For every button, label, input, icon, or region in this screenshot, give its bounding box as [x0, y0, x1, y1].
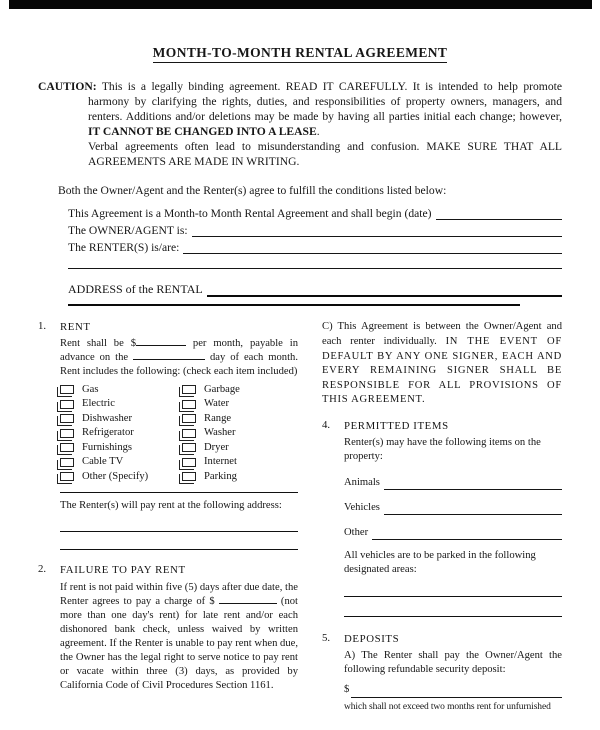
designated-area-line-2[interactable] [344, 597, 562, 617]
checklist-item [182, 412, 298, 426]
clause-c-paragraph [322, 320, 562, 408]
checklist-item [182, 441, 298, 455]
section-deposits [322, 632, 562, 713]
checklist-item [60, 426, 182, 440]
checklist-item [60, 441, 182, 455]
parking-note: All vehicles are to be parked in the following designated areas: [344, 549, 536, 575]
checkbox-gas[interactable] [60, 385, 74, 394]
renter-row [68, 241, 562, 254]
section-deposits-number: 5. [322, 631, 331, 644]
rental-address-row [68, 282, 562, 297]
two-column-body [38, 320, 562, 713]
due-day-blank[interactable] [133, 351, 205, 360]
document-content [38, 44, 562, 713]
checkbox-label: Cable TV [82, 456, 124, 468]
section-rent-heading: RENT [60, 321, 91, 334]
checkbox-range[interactable] [182, 414, 196, 423]
pay-address-line-1[interactable] [60, 514, 298, 532]
vehicles-label: Vehicles [344, 501, 380, 513]
checkbox-label: Dishwasher [82, 412, 133, 424]
animals-blank[interactable] [384, 479, 562, 490]
rent-text-1: Rent shall be $ [60, 337, 136, 349]
rent-includes-checklist [60, 383, 298, 484]
deposits-limit-note: which shall not exceed two months rent for unfurnished [344, 701, 551, 712]
deposits-paragraph-a: A) The Renter shall pay the Owner/Agent the following refundable security deposit: [344, 650, 562, 676]
checkbox-parking[interactable] [182, 472, 196, 481]
rent-amount-blank[interactable] [136, 337, 186, 346]
rental-address-label: ADDRESS of the RENTAL [68, 282, 203, 297]
section-rent-number: 1. [38, 320, 47, 333]
section-permitted-number: 4. [322, 419, 331, 432]
checkbox-dishwasher[interactable] [60, 414, 74, 423]
failure-text-2: (not more than one day's rent) for late rent and/or each dishonored bank check, unless waived by written agreement. If the Renter is unable to pay rent when due, the Owner has the legal right to serve notice to pay rent or vacate within three (3) days, as provided by California Code of Civil Procedures Section 1161. [60, 595, 298, 692]
begin-date-blank[interactable] [436, 207, 562, 220]
deposit-amount-blank[interactable] [351, 688, 562, 698]
checkbox-furnishings[interactable] [60, 443, 74, 452]
divider-line [60, 492, 298, 493]
checkbox-water[interactable] [182, 400, 196, 409]
renter-continuation-line[interactable] [68, 254, 562, 269]
checkbox-other-specify[interactable] [60, 472, 74, 481]
checklist-item [182, 455, 298, 469]
checkbox-dryer[interactable] [182, 443, 196, 452]
renter-label: The RENTER(S) is/are: [68, 241, 180, 255]
title-row [38, 44, 562, 63]
checklist-item [60, 397, 182, 411]
deposit-currency-prefix: $ [344, 684, 350, 696]
checkbox-electric[interactable] [60, 400, 74, 409]
permitted-intro: Renter(s) may have the following items on the property: [344, 437, 541, 463]
other-blank[interactable] [372, 529, 562, 540]
checkbox-label: Parking [204, 470, 237, 482]
checkbox-label: Furnishings [82, 441, 133, 453]
section-failure-heading: FAILURE TO PAY RENT [60, 563, 186, 576]
right-column [322, 320, 562, 713]
document-title: MONTH-TO-MONTH RENTAL AGREEMENT [153, 45, 448, 63]
checkbox-refrigerator[interactable] [60, 429, 74, 438]
caution-period: . [316, 125, 320, 139]
checkbox-label: Garbage [204, 383, 240, 395]
agreement-fill-section [68, 207, 562, 306]
scan-edge-bar [9, 0, 592, 9]
section-failure-number: 2. [38, 562, 47, 575]
checkbox-label: Other (Specify) [82, 470, 149, 482]
caution-emphasis: IT CANNOT BE CHANGED INTO A LEASE [88, 125, 317, 139]
owner-agent-label: The OWNER/AGENT is: [68, 224, 188, 238]
vehicles-row [344, 501, 562, 515]
renter-blank[interactable] [183, 241, 562, 254]
section-permitted-heading: PERMITTED ITEMS [344, 420, 449, 433]
late-charge-blank[interactable] [219, 595, 277, 604]
section-failure-to-pay [38, 563, 298, 694]
checkbox-label: Internet [204, 456, 237, 468]
checkbox-cable-tv[interactable] [60, 458, 74, 467]
left-column [38, 320, 298, 713]
other-vehicles-blank[interactable] [384, 504, 562, 515]
owner-agent-blank[interactable] [192, 224, 562, 237]
checklist-item [60, 412, 182, 426]
checkbox-label: Gas [82, 383, 99, 395]
checklist-item [182, 470, 298, 484]
checkbox-label: Refrigerator [82, 427, 134, 439]
caution-paragraph-1 [38, 79, 562, 139]
checkbox-label: Electric [82, 398, 115, 410]
owner-agent-row [68, 224, 562, 237]
caution-text: This is a legally binding agreement. READ IT CAREFULLY. It is intended to help promote harmony by clarifying the rights, duties, and responsibilities of property owners, managers, and renters. Additions and/or deletions may be made by having all parties initial each change; however, [88, 80, 562, 124]
checkbox-garbage[interactable] [182, 385, 196, 394]
checklist-item [182, 397, 298, 411]
designated-area-line-1[interactable] [344, 577, 562, 597]
section-rent [38, 320, 298, 549]
checkbox-internet[interactable] [182, 458, 196, 467]
animals-label: Animals [344, 476, 380, 488]
checklist-item [60, 470, 182, 484]
begin-date-row [68, 207, 562, 220]
failure-text-1: If rent is not paid within five (5) days after due date, the Renter agrees to pay a charge of $ [60, 581, 298, 607]
checklist-item [60, 455, 182, 469]
pay-address-label: The Renter(s) will pay rent at the following address: [60, 500, 282, 512]
section-deposits-heading: DEPOSITS [344, 632, 400, 645]
rent-text-3: day of each month. Rent includes the following: (check each item included) [60, 351, 298, 377]
checkbox-label: Washer [204, 427, 236, 439]
other-label: Other [344, 526, 369, 538]
other-row [344, 526, 562, 540]
checkbox-label: Water [204, 398, 230, 410]
checklist-item [182, 383, 298, 397]
checklist-item [60, 383, 182, 397]
failure-paragraph [60, 581, 298, 694]
caution-label: CAUTION: [38, 80, 97, 93]
checkbox-label: Range [204, 412, 232, 424]
clause-c-text: C) This Agreement is between the Owner/Agent and each renter individually. [322, 321, 562, 347]
rent-paragraph [60, 337, 298, 379]
rental-address-blank[interactable] [207, 284, 562, 297]
intro-line: Both the Owner/Agent and the Renter(s) agree to fulfill the conditions listed below: [58, 184, 447, 198]
deposit-amount-row [344, 683, 562, 697]
section-permitted-items [322, 419, 562, 617]
pay-address-line-2[interactable] [60, 532, 298, 550]
clause-c-emphasis: IN THE EVENT OF DEFAULT BY ANY ONE SIGNER, EACH AND EVERY REMAINING SIGNER SHALL BE RESPONSIBLE FOR ALL PROVISIONS OF THIS AGREEMENT. [322, 335, 562, 406]
checkbox-label: Dryer [204, 441, 229, 453]
rent-text-2: per month, payable in advance on the [60, 337, 299, 363]
checkbox-washer[interactable] [182, 429, 196, 438]
animals-row [344, 476, 562, 490]
caution-block [38, 79, 562, 169]
rental-address-continuation-line[interactable] [68, 297, 520, 306]
begin-date-label: This Agreement is a Month-to Month Rental Agreement and shall begin (date) [68, 207, 432, 221]
checklist-item [182, 426, 298, 440]
caution-paragraph-2: Verbal agreements often lead to misunderstanding and confusion. MAKE SURE THAT ALL AGREEMENTS ARE MADE IN WRITING. [88, 140, 562, 169]
